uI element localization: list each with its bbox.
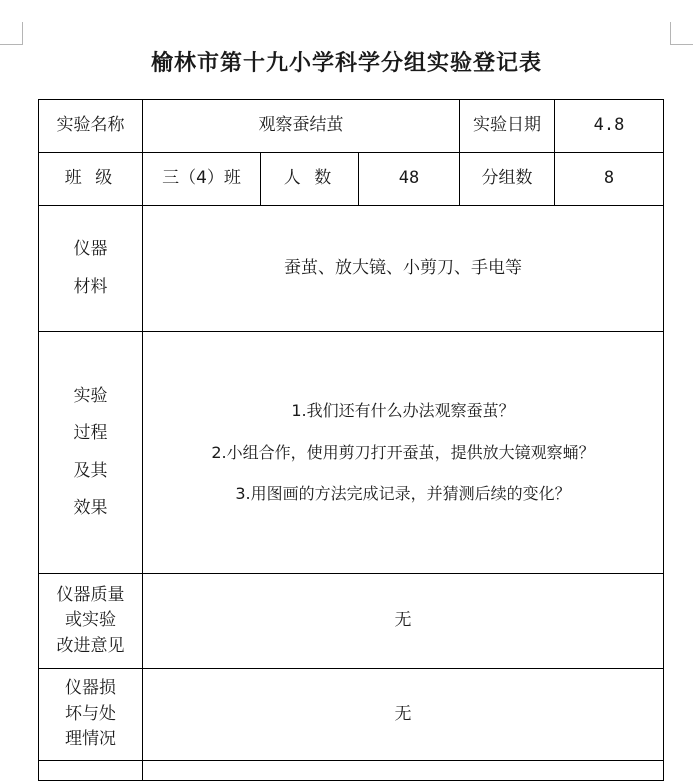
table-row: [39, 574, 664, 669]
class-value: 三（4）班: [143, 153, 261, 206]
table-row: [39, 669, 664, 761]
student-count-label: 人 数: [261, 153, 359, 206]
materials-label-line: 材料: [73, 276, 108, 297]
table-row: [39, 332, 664, 574]
process-step: 2.小组合作，使用剪刀打开蚕茧，提供放大镜观察蛹？: [211, 442, 595, 462]
process-label: [39, 332, 143, 574]
experiment-date-label: 实验日期: [460, 100, 555, 153]
damage-label: [39, 669, 143, 761]
table-row: [39, 206, 664, 332]
process-label-line: 效果: [73, 497, 108, 518]
quality-label-line: 仪器质量: [56, 584, 125, 605]
damage-label-line: 理情况: [65, 729, 116, 750]
group-count-label: 分组数: [460, 153, 555, 206]
damage-label-line: 仪器损: [65, 678, 116, 699]
materials-value: 蚕茧、放大镜、小剪刀、手电等: [143, 206, 664, 332]
process-step: 3.用图画的方法完成记录，并猜测后续的变化？: [235, 484, 571, 504]
process-steps: [143, 332, 664, 574]
table-row: [39, 100, 664, 153]
materials-label: [39, 206, 143, 332]
materials-label-line: 仪器: [73, 239, 108, 260]
process-label-line: 及其: [73, 460, 108, 481]
experiment-name-value: 观察蚕结茧: [143, 100, 460, 153]
page-corner-mark: [670, 22, 693, 45]
damage-value: 无: [143, 669, 664, 761]
document-title: 榆林市第十九小学科学分组实验登记表: [150, 50, 542, 76]
process-label-line: 实验: [73, 385, 108, 406]
class-label: 班 级: [39, 153, 143, 206]
quality-value: 无: [143, 574, 664, 669]
process-label-line: 过程: [73, 423, 108, 444]
student-count-value: 48: [359, 153, 460, 206]
experiment-date-value: 4.8: [555, 100, 664, 153]
quality-label-line: 或实验: [65, 610, 116, 631]
damage-label-line: 坏与处: [65, 703, 116, 724]
page-corner-mark: [0, 22, 23, 45]
table-row: [39, 153, 664, 206]
experiment-name-label: 实验名称: [39, 100, 143, 153]
process-step: 1.我们还有什么办法观察蚕茧？: [291, 401, 515, 421]
quality-label: [39, 574, 143, 669]
registration-table: [38, 99, 664, 781]
quality-label-line: 改进意见: [56, 635, 125, 656]
group-count-value: 8: [555, 153, 664, 206]
